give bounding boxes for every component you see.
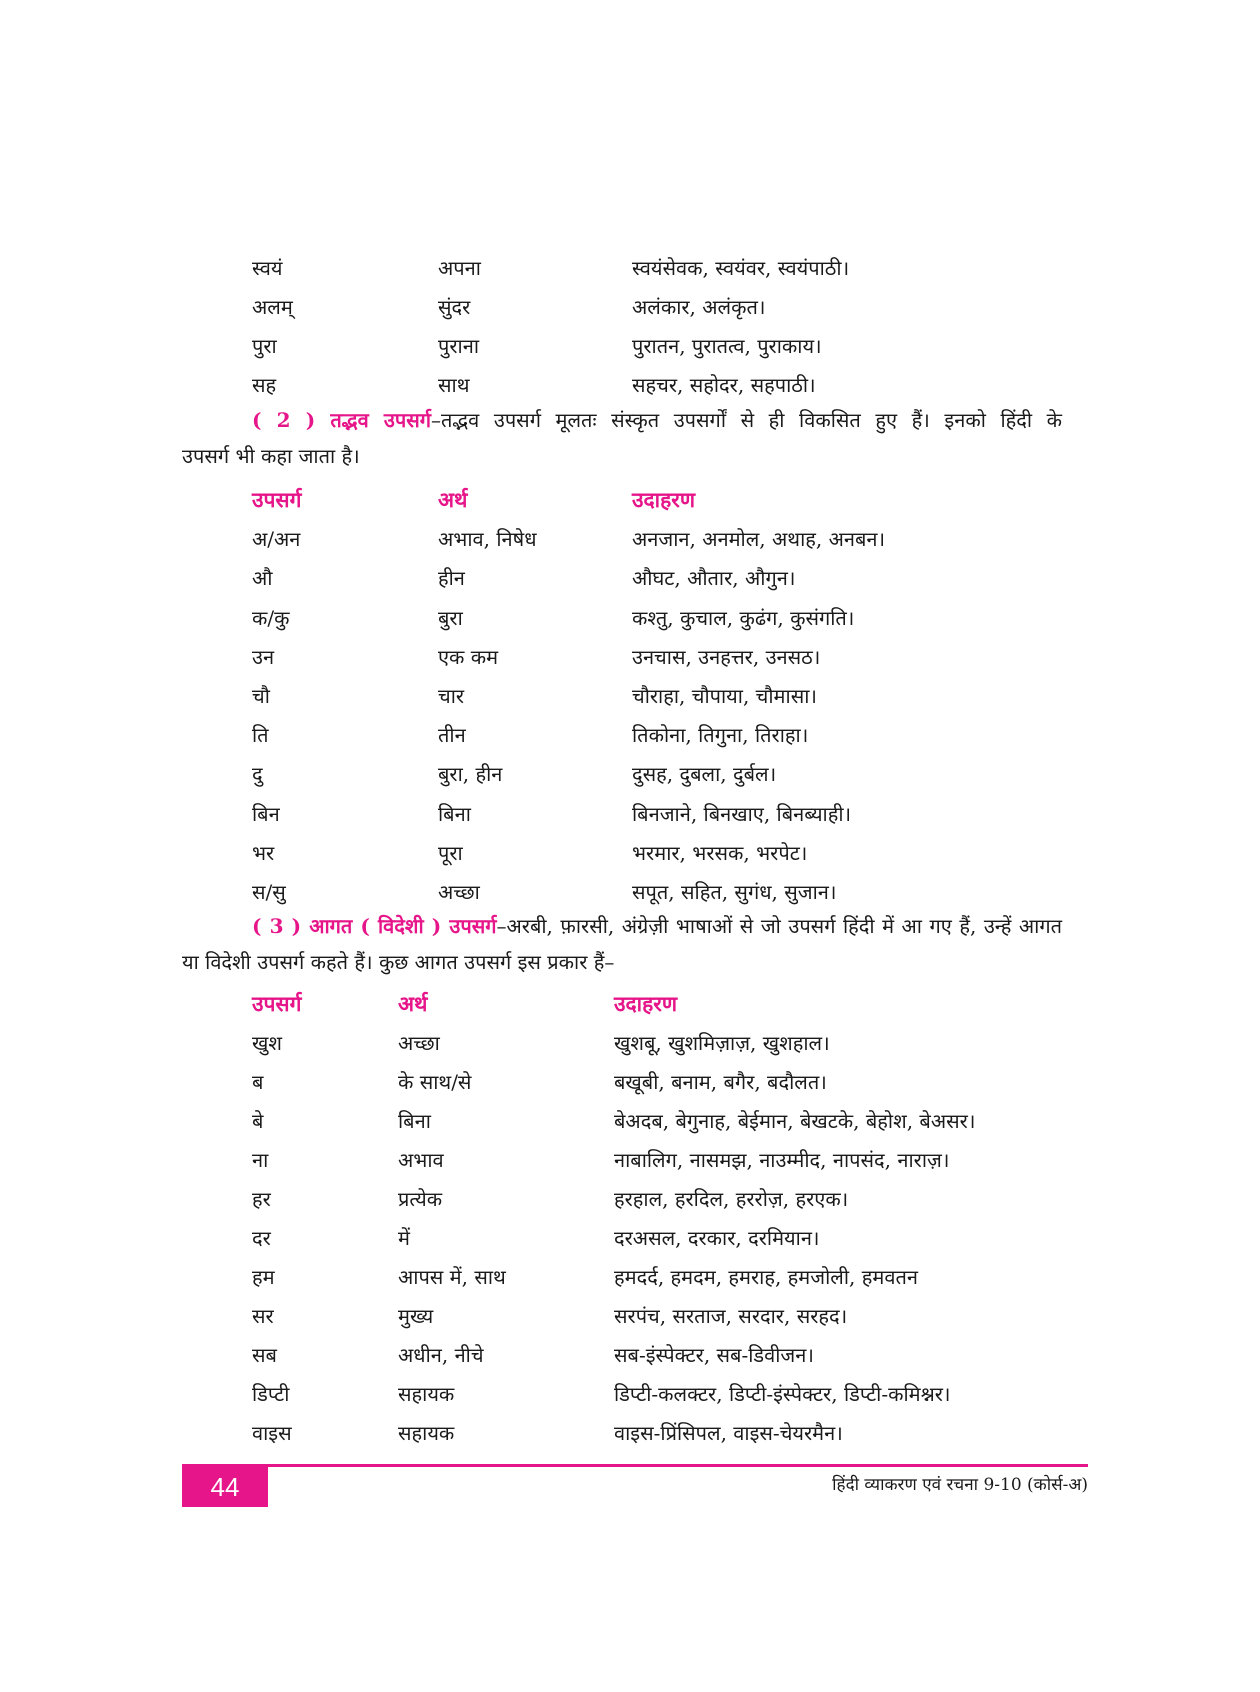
arth-cell: सहायक <box>398 1382 455 1406</box>
udaharan-cell: दुसह, दुबला, दुर्बल। <box>632 762 777 787</box>
upsarg-cell: बिन <box>252 801 280 826</box>
arth-cell: अपना <box>438 256 481 280</box>
arth-cell: के साथ/से <box>398 1070 472 1094</box>
column-header: उपसर्ग <box>252 991 302 1016</box>
udaharan-cell: वाइस-प्रिंसिपल, वाइस-चेयरमैन। <box>614 1421 843 1445</box>
aagat-intro-line1: –अरबी, फ़ारसी, अंग्रेज़ी भाषाओं से जो उपसर्ग हिंदी में आ गए हैं, उन्हें आगत <box>496 914 1062 938</box>
upsarg-cell: भर <box>252 840 275 865</box>
upsarg-cell: ति <box>252 723 269 748</box>
upsarg-cell: हर <box>252 1187 271 1211</box>
tadbhav-intro-line2: उपसर्ग भी कहा जाता है। <box>182 444 360 468</box>
udaharan-cell: खुशबू, खुशमिज़ाज़, खुशहाल। <box>614 1031 830 1055</box>
arth-cell: पूरा <box>438 840 463 865</box>
udaharan-cell: सहचर, सहोदर, सहपाठी। <box>632 373 816 397</box>
udaharan-cell: हमदर्द, हमदम, हमराह, हमजोली, हमवतन <box>614 1265 918 1289</box>
arth-cell: अधीन, नीचे <box>398 1343 484 1367</box>
udaharan-cell: अलंकार, अलंकृत। <box>632 295 766 319</box>
upsarg-cell: दु <box>252 762 263 787</box>
arth-cell: पुराना <box>438 334 479 358</box>
udaharan-cell: नाबालिग, नासमझ, नाउम्मीद, नापसंद, नाराज़। <box>614 1148 950 1172</box>
udaharan-cell: स्वयंसेवक, स्वयंवर, स्वयंपाठी। <box>632 256 850 280</box>
udaharan-cell: हरहाल, हरदिल, हररोज़, हरएक। <box>614 1187 849 1211</box>
tadbhav-intro-paragraph <box>182 402 1062 474</box>
upsarg-cell: ना <box>252 1148 269 1172</box>
page-number: 44 <box>182 1467 268 1507</box>
arth-cell: बुरा <box>438 605 463 630</box>
udaharan-cell: बखूबी, बनाम, बगैर, बदौलत। <box>614 1070 827 1094</box>
upsarg-cell: चौ <box>252 684 270 708</box>
upsarg-cell: क/कु <box>252 605 290 630</box>
udaharan-cell: तिकोना, तिगुना, तिराहा। <box>632 723 809 748</box>
arth-cell: में <box>398 1226 410 1250</box>
arth-cell: अच्छा <box>438 880 480 904</box>
upsarg-cell: सर <box>252 1304 274 1328</box>
upsarg-cell: अ/अन <box>252 527 301 552</box>
udaharan-cell: बेअदब, बेगुनाह, बेईमान, बेखटके, बेहोश, बेअसर। <box>614 1109 976 1133</box>
column-header: उपसर्ग <box>252 487 302 512</box>
upsarg-cell: स्वयं <box>252 256 283 280</box>
column-header: उदाहरण <box>614 991 678 1016</box>
upsarg-cell: खुश <box>252 1031 282 1055</box>
arth-cell: सहायक <box>398 1421 455 1445</box>
udaharan-cell: कश्तु, कुचाल, कुढंग, कुसंगति। <box>632 605 855 630</box>
udaharan-cell: औघट, औतार, औगुन। <box>632 566 796 591</box>
arth-cell: तीन <box>438 723 466 748</box>
udaharan-cell: सपूत, सहित, सुगंध, सुजान। <box>632 880 837 904</box>
aagat-intro-line2: या विदेशी उपसर्ग कहते हैं। कुछ आगत उपसर्ग इस प्रकार हैं– <box>182 950 615 974</box>
upsarg-cell: औ <box>252 566 273 591</box>
udaharan-cell: डिप्टी-कलक्टर, डिप्टी-इंस्पेक्टर, डिप्टी-कमिश्नर। <box>614 1382 951 1406</box>
udaharan-cell: सरपंच, सरताज, सरदार, सरहद। <box>614 1304 848 1328</box>
arth-cell: एक कम <box>438 644 499 669</box>
arth-cell: प्रत्येक <box>398 1187 443 1211</box>
arth-cell: हीन <box>438 566 465 591</box>
arth-cell: बिना <box>398 1109 431 1133</box>
upsarg-cell: ब <box>252 1070 264 1094</box>
aagat-intro-paragraph <box>182 908 1062 980</box>
footer-divider <box>182 1464 1088 1467</box>
upsarg-cell: बे <box>252 1109 264 1133</box>
udaharan-cell: सब-इंस्पेक्टर, सब-डिवीजन। <box>614 1343 814 1367</box>
book-title: हिंदी व्याकरण एवं रचना 9-10 (कोर्स-अ) <box>832 1475 1088 1495</box>
udaharan-cell: उनचास, उनहत्तर, उनसठ। <box>632 644 821 669</box>
upsarg-cell: पुरा <box>252 334 277 358</box>
arth-cell: साथ <box>438 373 470 397</box>
upsarg-cell: हम <box>252 1265 275 1289</box>
upsarg-cell: उन <box>252 644 275 669</box>
tadbhav-heading: ( 2 ) तद्भव उपसर्ग <box>252 408 431 432</box>
udaharan-cell: भरमार, भरसक, भरपेट। <box>632 840 808 865</box>
udaharan-cell: पुरातन, पुरातत्व, पुराकाय। <box>632 334 822 358</box>
udaharan-cell: अनजान, अनमोल, अथाह, अनबन। <box>632 527 886 552</box>
upsarg-cell: सब <box>252 1343 277 1367</box>
arth-cell: अच्छा <box>398 1031 440 1055</box>
udaharan-cell: बिनजाने, बिनखाए, बिनब्याही। <box>632 801 852 826</box>
udaharan-cell: चौराहा, चौपाया, चौमासा। <box>632 684 817 708</box>
aagat-heading: ( 3 ) आगत ( विदेशी ) उपसर्ग <box>252 914 497 938</box>
column-header: अर्थ <box>438 487 468 512</box>
arth-cell: अभाव <box>398 1148 444 1172</box>
upsarg-cell: डिप्टी <box>252 1382 290 1406</box>
arth-cell: बुरा, हीन <box>438 762 503 787</box>
upsarg-cell: स/सु <box>252 880 286 904</box>
upsarg-cell: दर <box>252 1226 271 1250</box>
arth-cell: अभाव, निषेध <box>438 527 537 552</box>
arth-cell: बिना <box>438 801 471 826</box>
upsarg-cell: सह <box>252 373 277 397</box>
arth-cell: मुख्य <box>398 1304 434 1328</box>
upsarg-cell: अलम् <box>252 295 293 319</box>
arth-cell: आपस में, साथ <box>398 1265 506 1289</box>
column-header: अर्थ <box>398 991 428 1016</box>
column-header: उदाहरण <box>632 487 696 512</box>
udaharan-cell: दरअसल, दरकार, दरमियान। <box>614 1226 820 1250</box>
tadbhav-intro-line1: –तद्भव उपसर्ग मूलतः संस्कृत उपसर्गों से ही विकसित हुए हैं। इनको हिंदी के <box>430 408 1063 432</box>
arth-cell: चार <box>438 684 465 708</box>
arth-cell: सुंदर <box>438 295 471 319</box>
upsarg-cell: वाइस <box>252 1421 292 1445</box>
